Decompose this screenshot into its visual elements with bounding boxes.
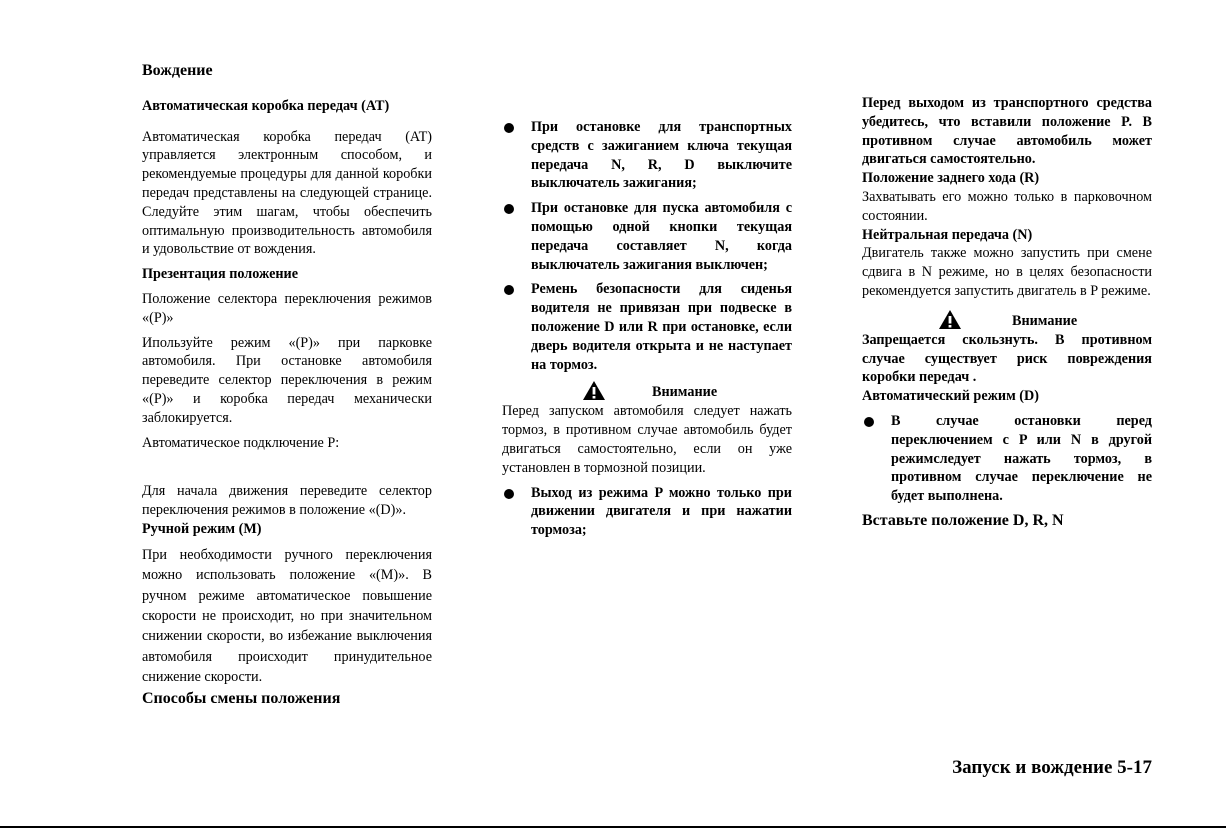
bullet-dot-icon (504, 123, 514, 133)
warning-text: Запрещается скользнуть. В противном случае существует риск повреждения коробки передач . (862, 331, 1152, 386)
list-item: Выход из режима P можно только при движении двигателя и при нажатии тормоза; (502, 484, 792, 540)
heading-neutral: Нейтральная передача (N) (862, 226, 1033, 243)
heading-insert-position: Вставьте положение D, R, N (862, 511, 1064, 529)
warning-label: Внимание (1012, 312, 1078, 329)
column-right (862, 94, 1152, 531)
bullet-list-top (502, 118, 792, 374)
paragraph-selector-position: Положение селектора переключения режимов «(P)» (142, 290, 432, 326)
warning-label: Внимание (652, 384, 718, 401)
paragraph-at-intro: Автоматическая коробка передач (AT) управляется электронным способом, и рекомендуемые процедуры для данной коробки передач представлены на следующей странице. Следуйте этим шагам, чтобы обеспечить оптимальную производительность автомобиля и удовольствие от вождения. (142, 128, 432, 258)
paragraph-manual-mode: При необходимости ручного переключения можно использовать положение «(M)». В ручном режиме автоматическое повышение скорости не происходит, но при значительном снижении скорости, во избежание выключения автомобиля происходит принудительное снижение скорости. (142, 546, 432, 686)
bottom-rule (0, 826, 1226, 828)
paragraph-neutral: Двигатель также можно запустить при смене сдвига в N режиме, но в целях безопасности рекомендуется запустить двигатель в P режиме. (862, 245, 1152, 299)
heading-change-methods: Способы смены положения (142, 689, 341, 707)
heading-reverse: Положение заднего хода (R) (862, 170, 1040, 187)
warning-triangle-icon (938, 309, 962, 330)
list-item: Ремень безопасности для сиденья водителя не привязан при подвеске в положение D или R при остановке, если дверь водителя открыта и не наступает на тормоз. (502, 280, 792, 374)
warning-triangle-icon (582, 380, 606, 401)
warning-text: Перед запуском автомобиля следует нажать тормоз, в противном случае автомобиль будет двигаться самостоятельно, если он уже установлен в тормозной позиции. (502, 403, 792, 476)
bullet-list-bottom (502, 484, 792, 540)
section-title: Вождение (142, 62, 213, 79)
heading-manual-mode: Ручной режим (M) (142, 520, 262, 537)
paragraph-exit-vehicle: Перед выходом из транспортного средства убедитесь, что вставили положение P. В противном случае автомобиль может двигаться самостоятельно. (862, 95, 1152, 168)
bullet-dot-icon (504, 489, 514, 499)
column-middle (502, 118, 792, 546)
list-item: При остановке для пуска автомобиля с помощью одной кнопки текущая передача составляет N, когда выключатель зажигания выключен; (502, 199, 792, 274)
heading-position-presentation: Презентация положение (142, 266, 299, 283)
warning-header (502, 380, 792, 402)
paragraph-auto-p: Автоматическое подключение P: (142, 434, 340, 451)
list-item: При остановке для транспортных средств с зажиганием ключа текущая передача N, R, D выключите выключатель зажигания; (502, 118, 792, 193)
warning-header (862, 309, 1152, 331)
paragraph-park-mode: Ипользуйте режим «(P)» при парковке автомобиля. При остановке автомобиля переведите селектор переключения в режим «(P)» и коробка передач механически заблокируется. (142, 334, 432, 426)
column-left (142, 60, 432, 708)
paragraph-start-driving: Для начала движения переведите селектор переключения режимов в положение «(D)». (142, 483, 432, 519)
heading-auto-mode: Автоматический режим (D) (862, 388, 1039, 405)
bullet-dot-icon (864, 417, 874, 427)
paragraph-reverse: Захватывать его можно только в парковочном состоянии. (862, 188, 1152, 224)
bullet-dot-icon (504, 204, 514, 214)
page-footer: Запуск и вождение 5-17 (952, 757, 1152, 778)
list-item: В случае остановки перед переключением с P или N в другой режимследует нажать тормоз, в противном случае переключение не будет выполнена. (862, 412, 1152, 506)
bullet-list-auto (862, 412, 1152, 506)
heading-automatic-transmission: Автоматическая коробка передач (AT) (142, 97, 390, 114)
bullet-dot-icon (504, 285, 514, 295)
